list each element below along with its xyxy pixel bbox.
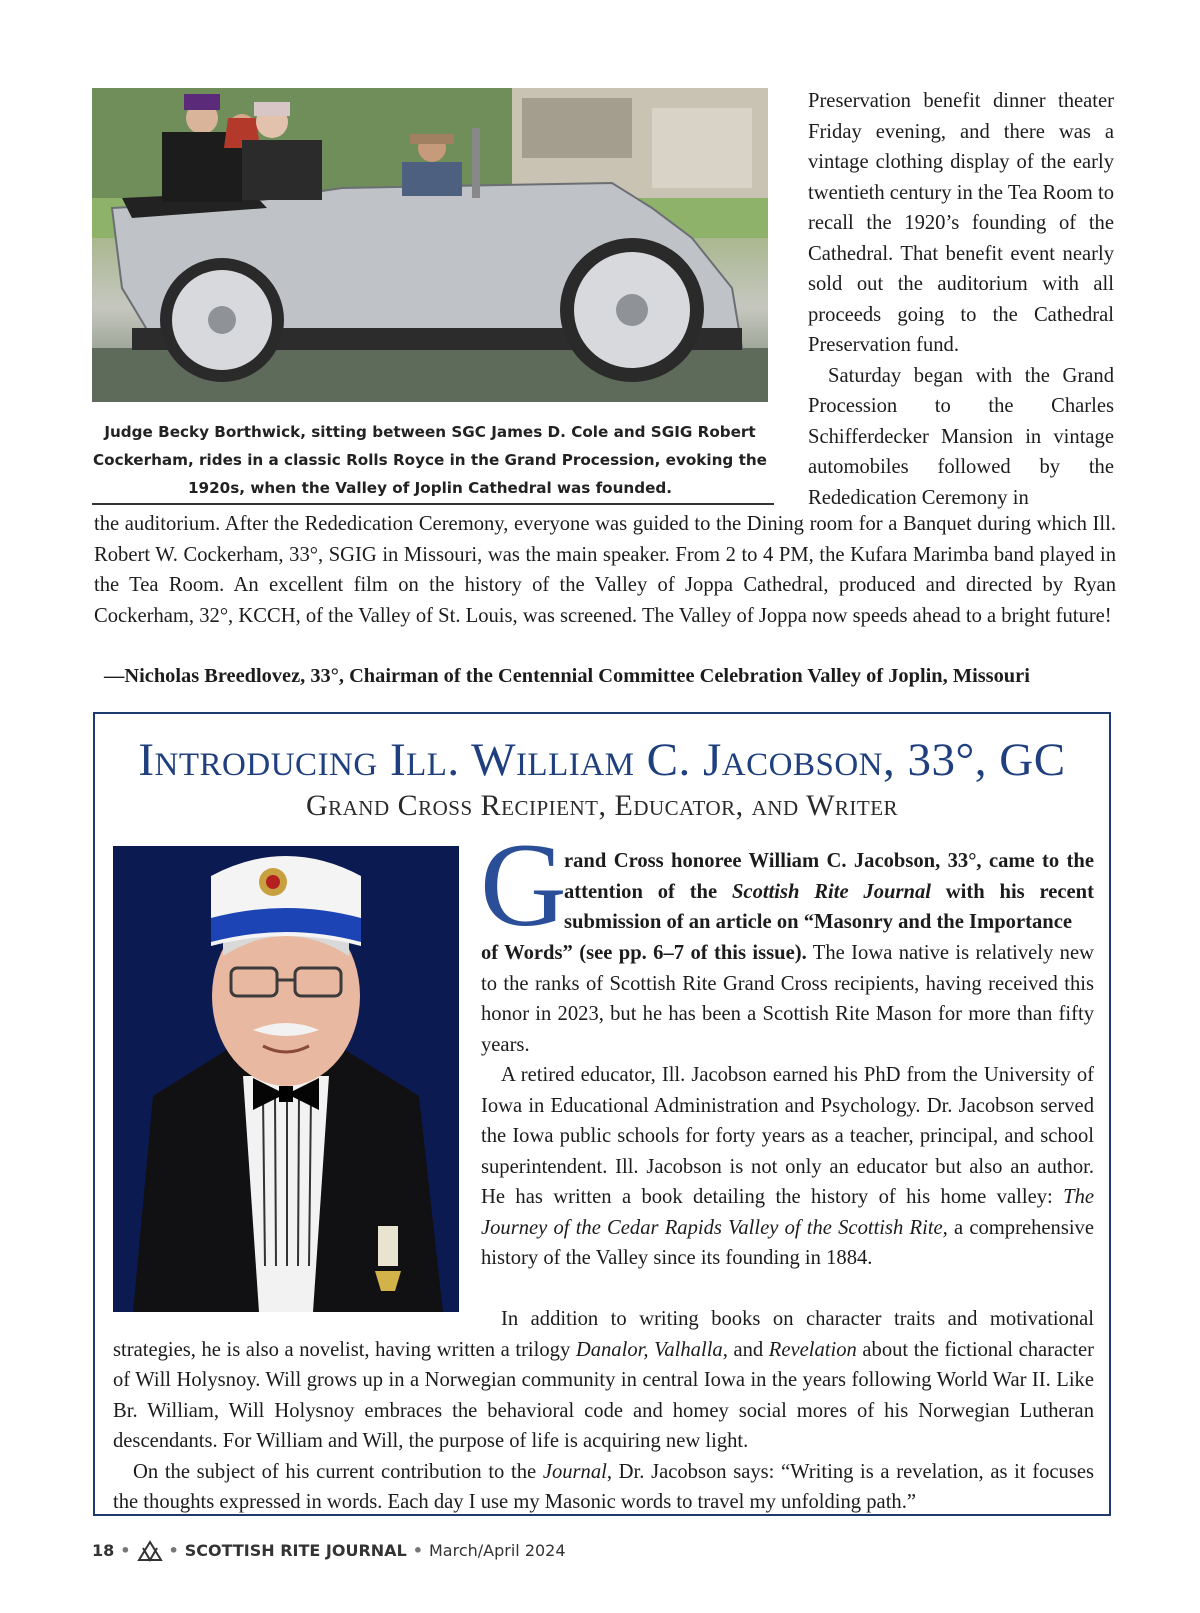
paragraph: Preservation benefit dinner theater Friday evening, and there was a vintage clothing display of the early twentieth century in the Tea Room to recall the 1920’s founding of the Cathedral. That benefit event nearly sold out the auditorium with all proceeds going to the Cathedral Preservation fund. bbox=[808, 90, 1114, 356]
body-text bbox=[94, 509, 1116, 631]
caption-divider bbox=[92, 503, 774, 505]
intro-lead-text bbox=[564, 846, 1094, 938]
paragraph-text: A retired educator, Ill. Jacobson earned his PhD from the University of Iowa in Educational Administration and Psychology. Dr. Jacobson served the Iowa public schools for forty years as a teacher, principal, and school superintendent. Ill. Jacobson is not only an educator but also an author. He has written a book detailing the history of his home valley: bbox=[481, 1064, 1094, 1208]
profile-right-text bbox=[481, 1060, 1094, 1274]
footer-bullet: • bbox=[120, 1541, 131, 1560]
page-number: 18 bbox=[92, 1541, 115, 1560]
paragraph: Saturday began with the Grand Procession to the Charles Schifferdecker Mansion in vintage automobiles followed by the Rededication Ceremony in bbox=[808, 364, 1114, 509]
paragraph-text: , Dr. Jacobson says: “Writing is a revelation, as it focuses the thoughts expressed in words. Each day I use my Masonic words to travel my unfolding path.” bbox=[113, 1460, 1094, 1513]
paragraph-text: a comprehensive history of the Valley since its founding in 1884. bbox=[481, 1216, 1094, 1269]
paragraph-text: and bbox=[727, 1338, 769, 1361]
paragraph-text: In addition to writing books on character traits and motivational strategies, he is also a novelist, having written a trilogy bbox=[113, 1308, 1094, 1361]
book-title: Danalor, Valhalla, bbox=[575, 1338, 728, 1361]
profile-title: Introducing Ill. William C. Jacobson, 33°, GC bbox=[138, 734, 1066, 786]
drop-cap: G bbox=[480, 818, 567, 951]
paragraph bbox=[113, 1457, 1094, 1518]
footer-bullet: • bbox=[412, 1541, 423, 1560]
rolls-royce-illustration bbox=[92, 88, 768, 402]
photo-caption: Judge Becky Borthwick, sitting between SGC James D. Cole and SGIG Robert Cockerham, rides in a classic Rolls Royce in the Grand Procession, evoking the 1920s, when the Valley of Joplin Cathedral was founded. bbox=[93, 423, 767, 497]
lead-text-bold: of Words” (see pp. 6–7 of this issue). bbox=[481, 942, 807, 964]
footer-bullet: • bbox=[168, 1541, 179, 1560]
book-title: Revelation bbox=[768, 1338, 857, 1361]
intro-continued-text bbox=[481, 938, 1094, 1060]
lead-text: with his recent submission of an article on “Masonry and the Importance bbox=[564, 880, 1094, 933]
paragraph bbox=[113, 1304, 1094, 1457]
book-title: The Journey of the Cedar Rapids Valley of the Scottish Rite, bbox=[481, 1186, 1094, 1239]
profile-bottom-text bbox=[113, 1304, 1094, 1518]
journal-title: Scottish Rite Journal bbox=[731, 880, 931, 903]
publication-name: SCOTTISH RITE JOURNAL bbox=[184, 1541, 407, 1560]
paragraph-text: about the fictional character of Will Holysnoy. Will grows up in a Norwegian community in central Iowa in the years following World War II. Like Br. William, Will Holysnoy embraces the behavioral code and homey social mores of his Norwegian Lutheran descendants. For William and Will, the purpose of life is acquiring new light. bbox=[113, 1338, 1095, 1452]
profile-subtitle: Grand Cross Recipient, Educator, and Writer bbox=[305, 789, 899, 822]
masonic-emblem-icon bbox=[137, 1540, 163, 1562]
paragraph bbox=[481, 1060, 1094, 1274]
issue-date: March/April 2024 bbox=[429, 1541, 566, 1560]
lead-text: rand Cross honoree William C. Jacobson, 33°, came to the attention of the bbox=[564, 850, 1094, 903]
lead-text: The Iowa native is relatively new to the ranks of Scottish Rite Grand Cross recipients, having received this honor in 2023, but he has been a Scottish Rite Mason for more than fifty years. bbox=[481, 942, 1094, 1056]
author-signoff: —Nicholas Breedlovez, 33°, Chairman of the Centennial Committee Celebration Valley of Joplin, Missouri bbox=[104, 665, 1030, 687]
jacobson-portrait bbox=[113, 846, 459, 1312]
page-footer bbox=[92, 1536, 692, 1566]
paragraph: the auditorium. After the Rededication Ceremony, everyone was guided to the Dining room for a Banquet during which Ill. Robert W. Cockerham, 33°, SGIG in Missouri, was the main speaker. From 2 to 4 PM, the Kufara Marimba band played in the Tea Room. An excellent film on the history of the Valley of Joppa Cathedral, produced and directed by Ryan Cockerham, 32°, KCCH, of the Valley of St. Louis, was screened. The Valley of Joppa now speeds ahead to a bright future! bbox=[94, 513, 1116, 627]
paragraph-text: On the subject of his current contribution to the bbox=[133, 1460, 543, 1483]
journal-title: Journal bbox=[542, 1460, 607, 1483]
portrait-illustration bbox=[113, 846, 459, 1312]
right-column-text bbox=[808, 86, 1114, 513]
procession-photo bbox=[92, 88, 768, 402]
